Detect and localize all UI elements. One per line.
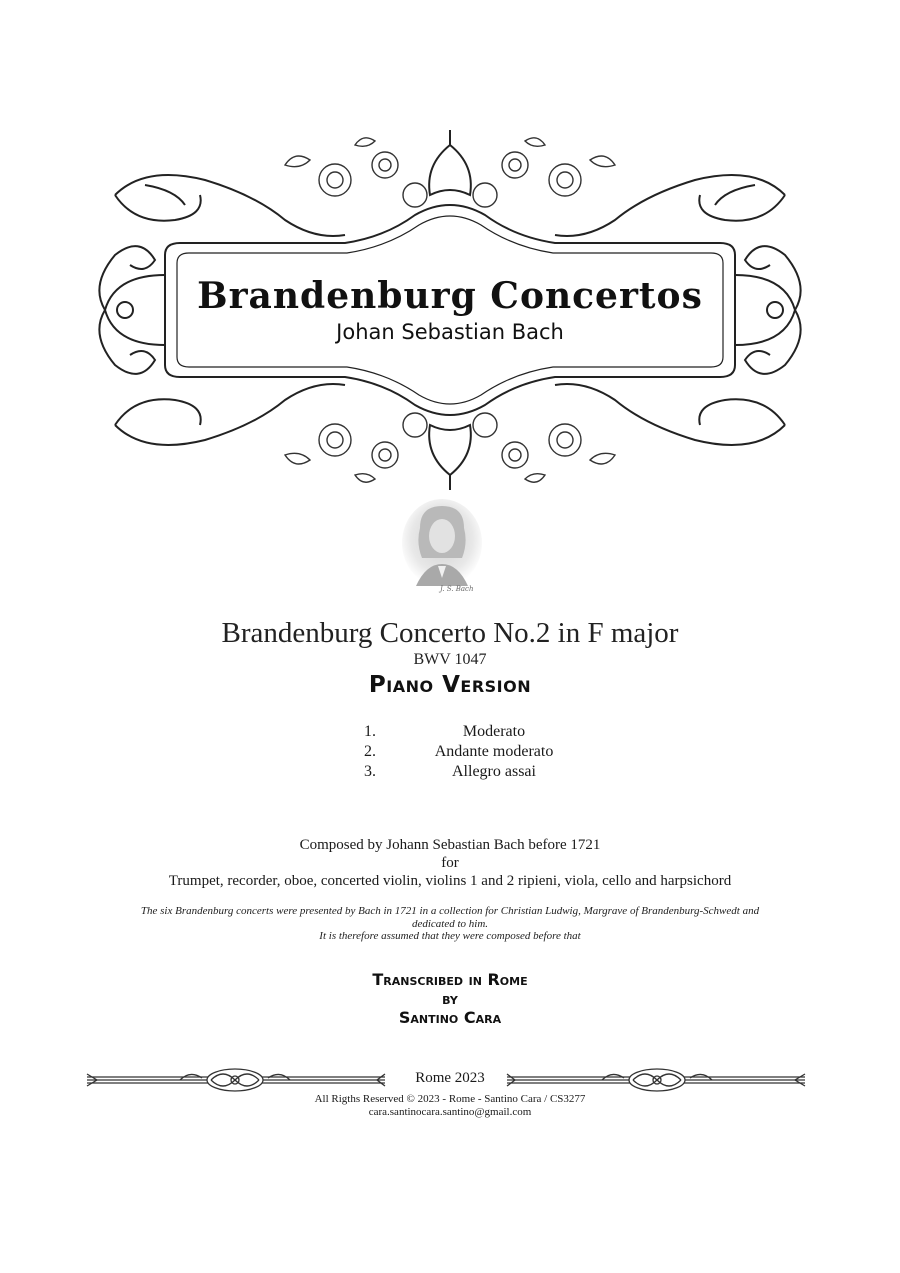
collection-title: Brandenburg Concertos <box>197 275 703 317</box>
composition-line: Composed by Johann Sebastian Bach before 1721 <box>299 837 601 853</box>
transcription-line: Transcribed in Rome <box>372 970 528 989</box>
place-date: Rome 2023 <box>415 1070 485 1086</box>
copyright-block <box>0 1093 900 1119</box>
copyright-notice: All Rigths Reserved © 2023 - Rome - Santino Cara / CS3277 <box>314 1093 586 1105</box>
movement-item <box>360 762 620 782</box>
movement-name: Andante moderato <box>434 743 554 760</box>
movement-item <box>360 742 620 762</box>
movement-item <box>360 722 620 742</box>
transcriber-name: Santino Cara <box>398 1008 502 1027</box>
contact-email[interactable]: cara.santinocara.santino@gmail.com <box>368 1106 532 1118</box>
movement-name: Moderato <box>462 723 526 740</box>
transcription-line: by <box>442 989 458 1008</box>
movement-name: Allegro assai <box>452 763 536 780</box>
note-line: The six Brandenburg concerts were presented by Bach in 1721 in a collection for Christian Ludwig, Margrave of Brandenburg-Schwedt and <box>140 905 760 917</box>
version-label: Piano Version <box>368 672 532 698</box>
composition-info <box>0 836 900 890</box>
movement-list <box>360 722 620 782</box>
composition-line: for <box>441 855 459 871</box>
work-title: Brandenburg Concerto No.2 in F major <box>221 617 679 649</box>
ornamental-divider-right <box>502 1066 807 1094</box>
portrait-signature: J. S. Bach <box>440 585 474 593</box>
movement-number: 3. <box>364 763 376 780</box>
note-line: dedicated to him. <box>411 917 489 930</box>
bach-portrait <box>398 498 486 598</box>
historical-note <box>100 905 800 943</box>
transcription-credit <box>0 970 900 1027</box>
catalog-number: BWV 1047 <box>413 651 487 668</box>
movement-number: 1. <box>364 723 376 740</box>
note-line: It is therefore assumed that they were composed before that <box>319 930 581 942</box>
movement-number: 2. <box>364 743 376 760</box>
instrumentation: Trumpet, recorder, oboe, concerted violin, violins 1 and 2 ripieni, viola, cello and harpsichord <box>168 873 732 889</box>
collection-composer: Johan Sebastian Bach <box>336 320 564 344</box>
